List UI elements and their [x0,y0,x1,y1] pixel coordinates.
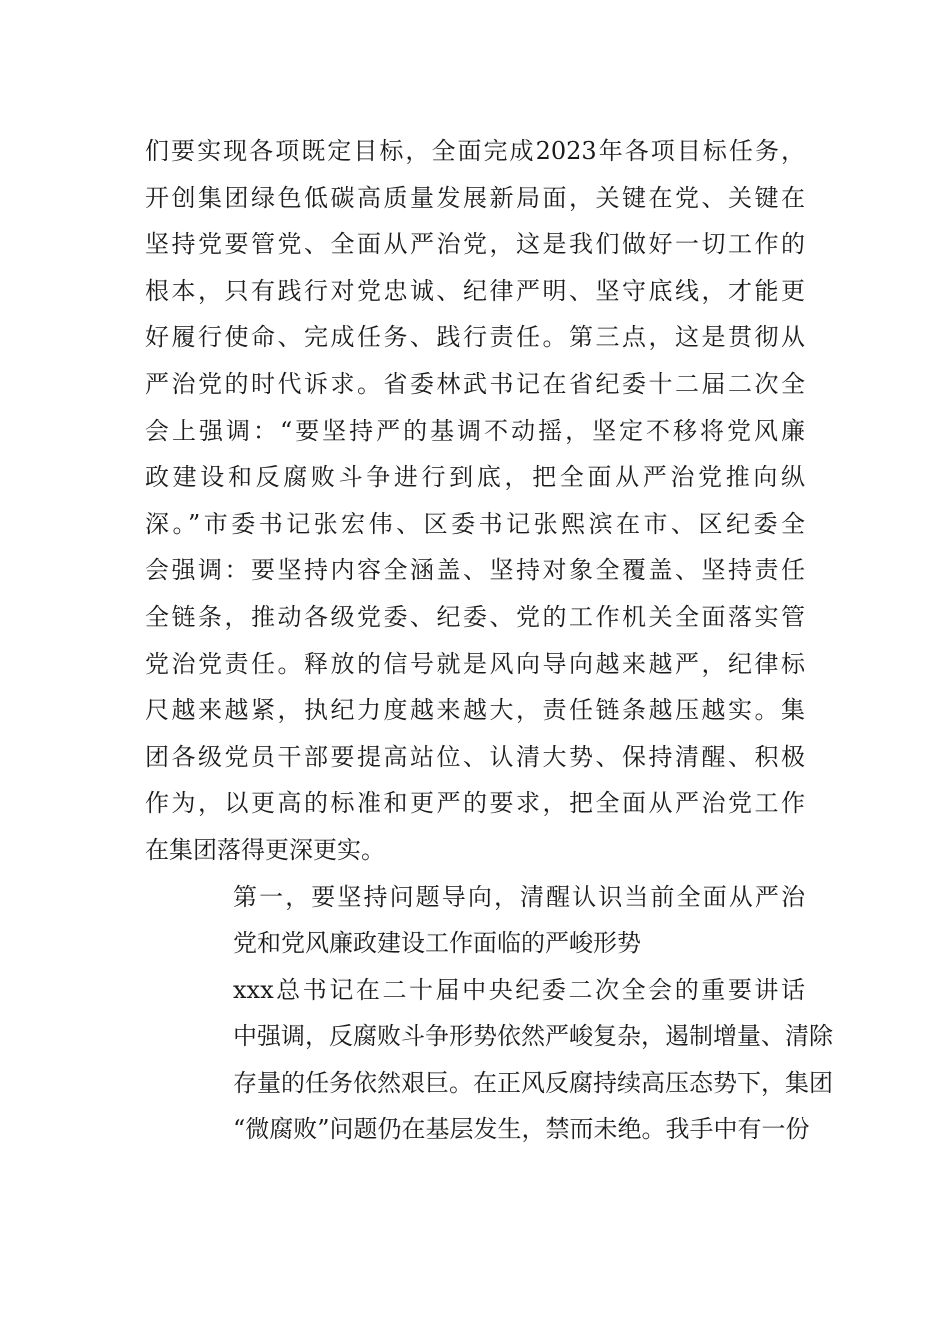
text-line: 深。”市委书记张宏伟、区委书记张熙滨在市、区纪委全 [145,509,805,538]
text-line: 存量的任务依然艰巨。在正风反腐持续高压态势下，集团 [233,1068,833,1097]
text-line: 第一，要坚持问题导向，清醒认识当前全面从严治 [233,882,805,911]
text-line: 中强调，反腐败斗争形势依然严峻复杂，遏制增量、清除 [233,1022,833,1051]
text-line: 作为，以更高的标准和更严的要求，把全面从严治党工作 [145,789,805,818]
text-line: 开创集团绿色低碳高质量发展新局面，关键在党、关键在 [145,183,805,212]
text-line: 好履行使命、完成任务、践行责任。第三点，这是贯彻从 [145,323,805,352]
text-line: 党治党责任。释放的信号就是风向导向越来越严，纪律标 [145,649,805,678]
section-heading-first-point [145,874,805,967]
text-line: 政建设和反腐败斗争进行到底，把全面从严治党推向纵 [145,463,805,492]
text-line: 全链条，推动各级党委、纪委、党的工作机关全面落实管 [145,602,805,631]
text-line: 党和党风廉政建设工作面临的严峻形势 [233,929,641,958]
text-line: 会强调：要坚持内容全涵盖、坚持对象全覆盖、坚持责任 [145,556,805,585]
text-line: 会上强调：“要坚持严的基调不动摇，坚定不移将党风廉 [145,416,805,445]
text-line: 严治党的时代诉求。省委林武书记在省纪委十二届二次全 [145,369,805,398]
text-line: xxx总书记在二十届中央纪委二次全会的重要讲话 [233,975,805,1004]
text-line: 尺越来越紧，执纪力度越来越大，责任链条越压越实。集 [145,696,805,725]
text-line: “微腐败”问题仍在基层发生，禁而未绝。我手中有一份 [233,1115,810,1144]
text-line: 们要实现各项既定目标，全面完成2023年各项目标任务， [145,137,805,165]
paragraph-situation-analysis [145,967,833,1153]
text-line: 团各级党员干部要提高站位、认清大势、保持清醒、积极 [145,742,805,771]
text-line: 根本，只有践行对党忠诚、纪律严明、坚守底线，才能更 [145,276,805,305]
document-page [145,128,833,1153]
text-line: 坚持党要管党、全面从严治党，这是我们做好一切工作的 [145,230,805,259]
paragraph-party-governance-context [145,128,805,874]
text-line: 在集团落得更深更实。 [145,835,385,864]
